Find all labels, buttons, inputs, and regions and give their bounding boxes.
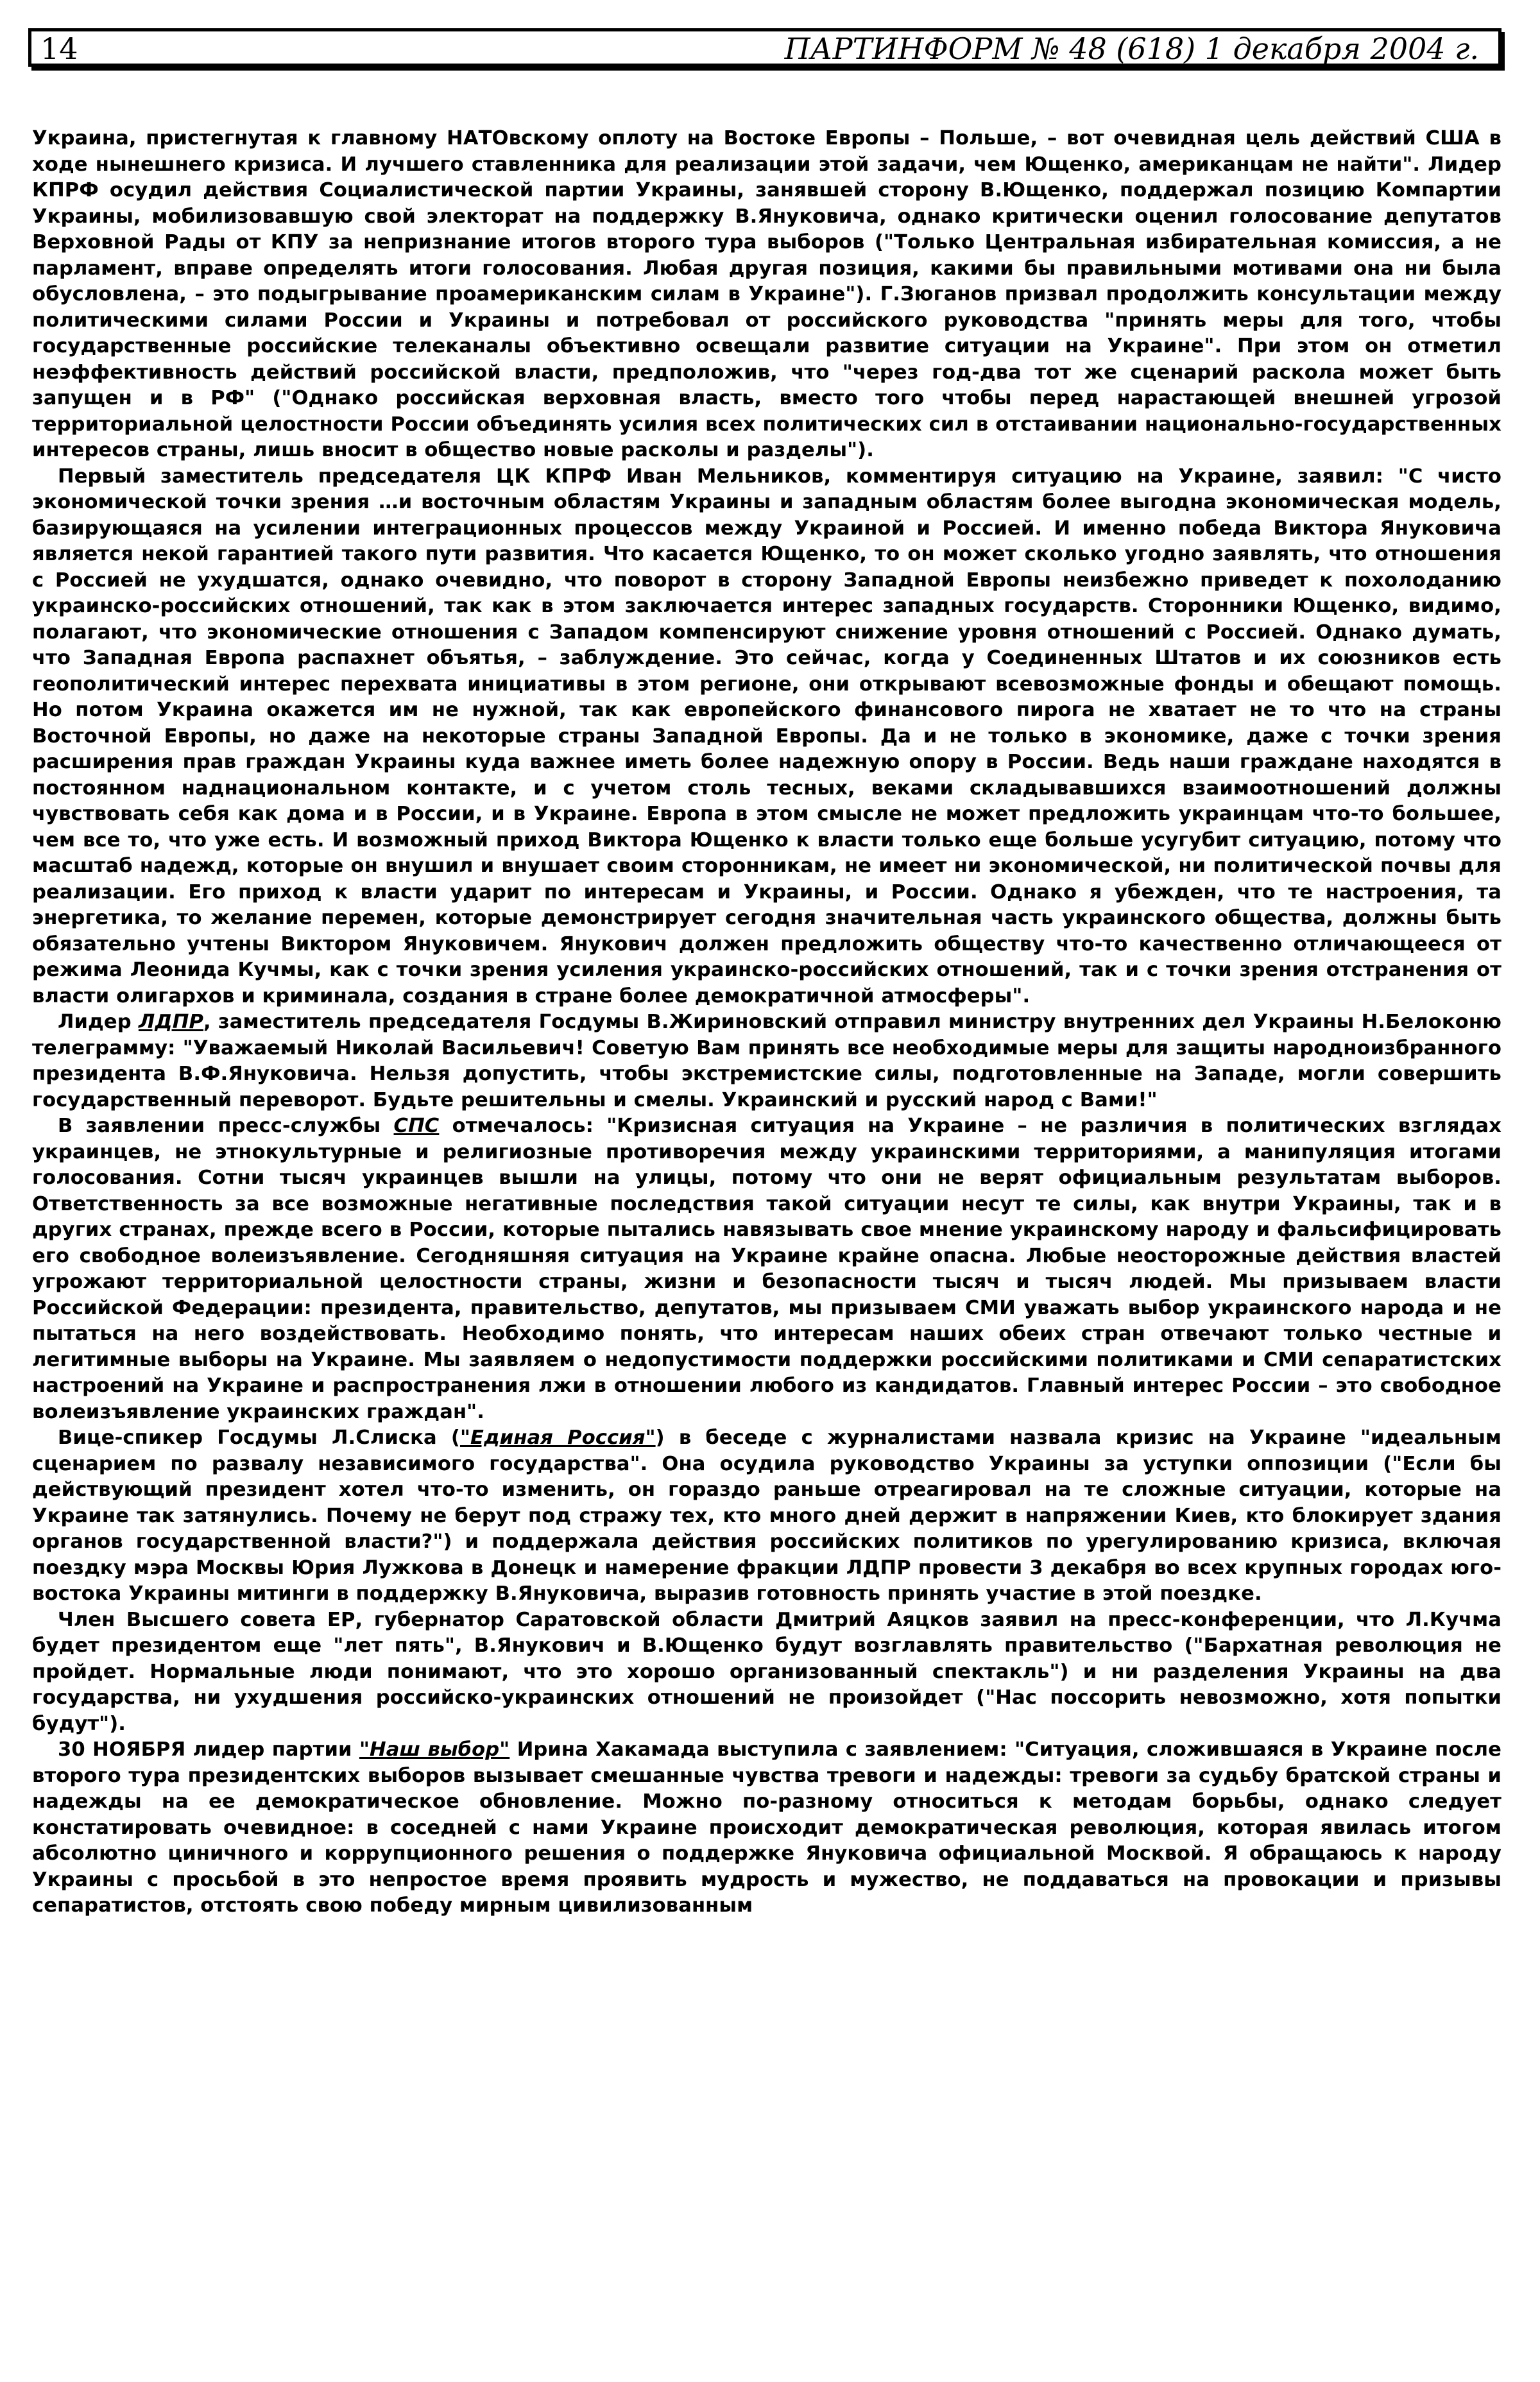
paragraph-1: Украина, пристегнутая к главному НАТОвскому оплоту на Востоке Европы – Польше, – вот очевидная цель действий США в ходе нынешнего кризиса. И лучшего ставленника для реализации этой задачи, чем Ющенко, американцам не найти". Лидер КПРФ осудил действия Социалистической партии Украины, занявшей сторону В.Ющенко, поддержал позицию Компартии Украины, мобилизовавшую свой электорат на поддержку В.Януковича, однако критически оценил голосование депутатов Верховной Рады от КПУ за непризнание итогов второго тура выборов ("Только Центральная избирательная комиссия, а не парламент, вправе определять итоги голосования. Любая другая позиция, какими бы правильными мотивами она ни была обусловлена, – это подыгрывание проамериканским силам в Украине"). Г.Зюганов призвал продолжить консультации между политическими силами России и Украины и потребовал от российского руководства "принять меры для того, чтобы государственные российские телеканалы объективно освещали развитие ситуации на Украине". При этом он отметил неэффективность действий российской власти, предположив, что "через год-два тот же сценарий раскола может быть запущен и в РФ" ("Однако российская верховная власть, вместо того чтобы перед нарастающей внешней угрозой территориальной целостности России объединять усилия всех политических сил в отстаивании национально-государственных интересов страны, лишь вносит в общество новые расколы и разделы").	[32, 127, 1502, 461]
paragraph-6: Член Высшего совета ЕР, губернатор Саратовской области Дмитрий Аяцков заявил на пресс-конференции, что Л.Кучма будет президентом еще "лет пять", В.Янукович и В.Ющенко будут возглавлять правительство ("Бархатная революция не пройдет. Нормальные люди понимают, что это хорошо организованный спектакль") и ни разделения Украины на два государства, ни ухудшения российско-украинских отношений не произойдет ("Нас поссорить невозможно, хотя попытки будут").	[32, 1608, 1502, 1735]
paragraph-7-text: Ирина Хакамада выступила с заявлением: "Ситуация, сложившаяся в Украине после второго тура президентских выборов вызывает смешанные чувства тревоги и надежды: тревоги за судьбу братской страны и надежды на ее демократическое обновление. Можно по-разному относиться к методам борьбы, однако следует констатировать очевидное: в соседней с нами Украине происходит демократическая революция, которая явилась итогом абсолютно циничного и коррупционного решения о поддержке Януковича официальной Москвой. Я обращаюсь к народу Украины с просьбой в это непростое время проявить мудрость и мужество, не поддаваться на провокации и призывы сепаратистов, отстоять свою победу мирным цивилизованным	[32, 1738, 1502, 1917]
paragraph-5-lead: Вице-спикер Госдумы Л.Слиска (	[58, 1427, 460, 1449]
paragraph-4-text: отмечалось: "Кризисная ситуация на Украине – не различия в политических взглядах украинцев, не этнокультурные и религиозные противоречия между украинскими территориями, а манипуляция итогами голосования. Сотни тысяч украинцев вышли на улицы, потому что они не верят официальным результатам выборов. Ответственность за все возможные негативные последствия такой ситуации несут те силы, как внутри Украины, так и в других странах, прежде всего в России, которые пытались навязывать свое мнение украинскому народу и фальсифицировать его свободное волеизъявление. Сегодняшняя ситуация на Украине крайне опасна. Любые неосторожные действия властей угрожают территориальной целостности страны, жизни и безопасности тысяч и тысяч людей. Мы призываем власти Российской Федерации: президента, правительство, депутатов, мы призываем СМИ уважать выбор украинского народа и не пытаться на него воздействовать. Необходимо понять, что интересам наших обеих стран отвечают только честные и легитимные выборы на Украине. Мы заявляем о недопустимости поддержки российскими политиками и СМИ сепаратистских настроений на Украине и распространения лжи в отношении любого из кандидатов. Главный интерес России – это свободное волеизъявление украинских граждан".	[32, 1115, 1502, 1423]
sps-link[interactable]: СПС	[393, 1115, 440, 1137]
paragraph-4-lead: В заявлении пресс-службы	[58, 1115, 381, 1137]
paragraph-2: Первый заместитель председателя ЦК КПРФ Иван Мельников, комментируя ситуацию на Украине, заявил: "С чисто экономической точки зрения …и восточным областям Украины и западным областям более выгодна экономическая модель, базирующаяся на усилении интеграционных процессов между Украиной и Россией. И именно победа Виктора Януковича является некой гарантией такого пути развития. Что касается Ющенко, то он может сколько угодно заявлять, что отношения с Россией не ухудшатся, однако очевидно, что поворот в сторону Западной Европы неизбежно приведет к похолоданию украинско-российских отношений, так как в этом заключается интерес западных государств. Сторонники Ющенко, видимо, полагают, что экономические отношения с Западом компенсируют снижение уровня отношений с Россией. Однако думать, что Западная Европа распахнет объятья, – заблуждение. Это сейчас, когда у Соединенных Штатов и их союзников есть геополитический интерес перехвата инициативы в этом регионе, они открывают всевозможные фонды и обещают помощь. Но потом Украина окажется им не нужной, так как европейского финансового пирога не хватает не то что на страны Восточной Европы, но даже на некоторые страны Западной Европы. Да и не только в экономике, даже с точки зрения расширения прав граждан Украины куда важнее иметь более надежную опору в России. Ведь наши граждане находятся в постоянном наднациональном контакте, и с учетом столь тесных, веками складывавшихся взаимоотношений должны чувствовать себя как дома и в России, и в Украине. Европа в этом смысле не может предложить украинцам что-то большее, чем все то, что уже есть. И возможный приход Виктора Ющенко к власти только еще больше усугубит ситуацию, потому что масштаб надежд, которые он внушил и внушает своим сторонникам, не имеет ни экономической, ни политической почвы для реализации. Его приход к власти ударит по интересам и Украины, и России. Однако я убежден, что те настроения, та энергетика, то желание перемен, которые демонстрирует сегодня значительная часть украинского общества, должны быть обязательно учтены Виктором Януковичем. Янукович должен предложить обществу что-то качественно отличающееся от режима Леонида Кучмы, как с точки зрения усиления украинско-российских отношений, так и с точки зрения отстранения от власти олигархов и криминала, создания в стране более демократичной атмосферы".	[32, 465, 1502, 1007]
nash-vybor-link[interactable]: "Наш выбор"	[359, 1738, 510, 1761]
paragraph-5	[32, 1425, 1502, 1607]
page-number: 14	[40, 31, 78, 66]
paragraph-7	[32, 1737, 1502, 1919]
paragraph-3-lead: Лидер	[58, 1011, 132, 1033]
paragraph-3-text: , заместитель председателя Госдумы В.Жириновский отправил министру внутренних дел Украины Н.Белоконю телеграмму: "Уважаемый Николай Васильевич! Советую Вам принять все необходимые меры для защиты народноизбранного президента В.Ф.Януковича. Нельзя допустить, чтобы экстремистские силы, подготовленные на Западе, могли совершить государственный переворот. Будьте решительны и смелы. Украинский и русский народ с Вами!"	[32, 1011, 1502, 1111]
ldpr-link[interactable]: ЛДПР	[138, 1011, 204, 1033]
paragraph-4	[32, 1113, 1502, 1425]
paragraph-5-text: ) в беседе с журналистами назвала кризис на Украине "идеальным сценарием по развалу независимого государства". Она осудила руководство Украины за уступки оппозиции ("Если бы действующий президент хотел что-то изменить, он гораздо раньше отреагировал на те сложные ситуации, которые на Украине так затянулись. Почему не берут под стражу тех, кто много дней держит в напряжении Киев, кто блокирует здания органов государственной власти?") и поддержала действия российских политиков по урегулированию кризиса, включая поездку мэра Москвы Юрия Лужкова в Донецк и намерение фракции ЛДПР провести 3 декабря во всех крупных городах юго-востока Украины митинги в поддержку В.Януковича, выразив готовность принять участие в этой поездке.	[32, 1427, 1502, 1605]
edinaya-rossiya-link[interactable]: "Единая Россия"	[459, 1427, 656, 1449]
paragraph-3	[32, 1009, 1502, 1113]
page-header	[28, 28, 1502, 67]
publication-title: ПАРТИНФОРМ № 48 (618) 1 декабря 2004 г.	[784, 31, 1479, 66]
paragraph-7-lead: 30 НОЯБРЯ лидер партии	[58, 1738, 352, 1761]
article-body	[32, 126, 1502, 1919]
